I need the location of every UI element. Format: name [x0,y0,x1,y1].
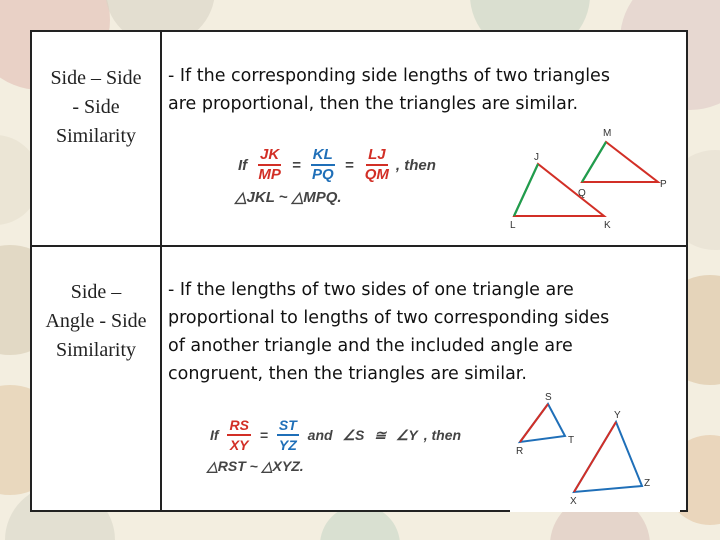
angle-y: ∠Y [395,426,418,443]
sss-label-line: Similarity [56,125,136,147]
sas-description-line: proportional to lengths of two corresponding sides [168,308,610,328]
sss-description [168,62,678,118]
vertex-label: S [545,392,552,403]
vertex-label: T [568,435,575,446]
sss-label-line: - Side [72,96,120,118]
if-word: If [210,427,219,443]
vertex-label: P [660,179,667,190]
if-word: If [238,156,248,174]
fraction-numerator: ST [277,416,299,436]
column-divider [160,32,162,510]
then-word: , then [395,156,436,174]
vertex-label: Z [644,478,651,489]
sss-description-line: are proportional, then the triangles are similar. [168,94,579,114]
sas-label-line: Similarity [56,339,136,361]
vertex-label: K [604,220,611,230]
sas-description [168,276,678,388]
angle-s: ∠S [342,426,365,443]
row-divider [32,245,686,247]
fraction-denominator: MP [258,166,281,183]
sas-conclusion [207,458,464,475]
fraction-denominator: XY [229,437,249,453]
equals-sign: = [344,156,354,174]
fraction-numerator: LJ [366,146,388,166]
sas-label-line: Side – [70,281,122,303]
sas-label-line: Angle - Side [45,310,147,332]
fraction [227,416,250,454]
sas-formula [207,416,464,475]
sas-description-line: congruent, then the triangles are similar. [168,364,527,384]
sss-label-line: Side – Side [50,67,142,89]
fraction-numerator: KL [311,146,335,166]
fraction [310,146,336,184]
fraction-numerator: JK [258,146,281,166]
triangle-name: △JKL [235,189,275,206]
sss-description-line: - If the corresponding side lengths of two triangles [168,66,610,86]
vertex-label: R [516,446,524,457]
sss-conclusion [235,188,439,206]
sss-label [32,64,160,151]
triangle-name: △XYZ. [261,458,304,474]
vertex-label: L [510,220,516,230]
sss-formula [235,146,439,206]
and-word: and [307,427,333,443]
sas-triangles-figure [510,390,680,512]
fraction-denominator: YZ [278,437,297,453]
fraction [277,416,299,454]
vertex-label: M [603,128,612,139]
triangle-name: △RST [207,458,246,474]
fraction [363,146,391,184]
sas-description-line: - If the lengths of two sides of one triangle are [168,280,574,300]
vertex-label: Y [614,410,621,421]
similarity-table [30,30,688,512]
equals-sign: = [292,156,301,174]
fraction-denominator: QM [364,166,389,183]
fraction [256,146,283,184]
congruent-symbol: ≅ [374,426,386,443]
fraction-denominator: PQ [311,166,334,183]
equals-sign: = [259,427,268,443]
similar-symbol: ~ [249,458,258,474]
sas-label [32,278,160,365]
vertex-label: X [570,496,577,507]
sss-triangles-figure [502,120,682,230]
triangle-name: △MPQ. [291,189,342,206]
fraction-numerator: RS [227,416,250,436]
then-word: , then [423,427,462,443]
similar-symbol: ~ [278,189,288,206]
vertex-label: J [534,152,539,163]
vertex-label: Q [578,188,586,199]
sas-description-line: of another triangle and the included angle are [168,336,573,356]
